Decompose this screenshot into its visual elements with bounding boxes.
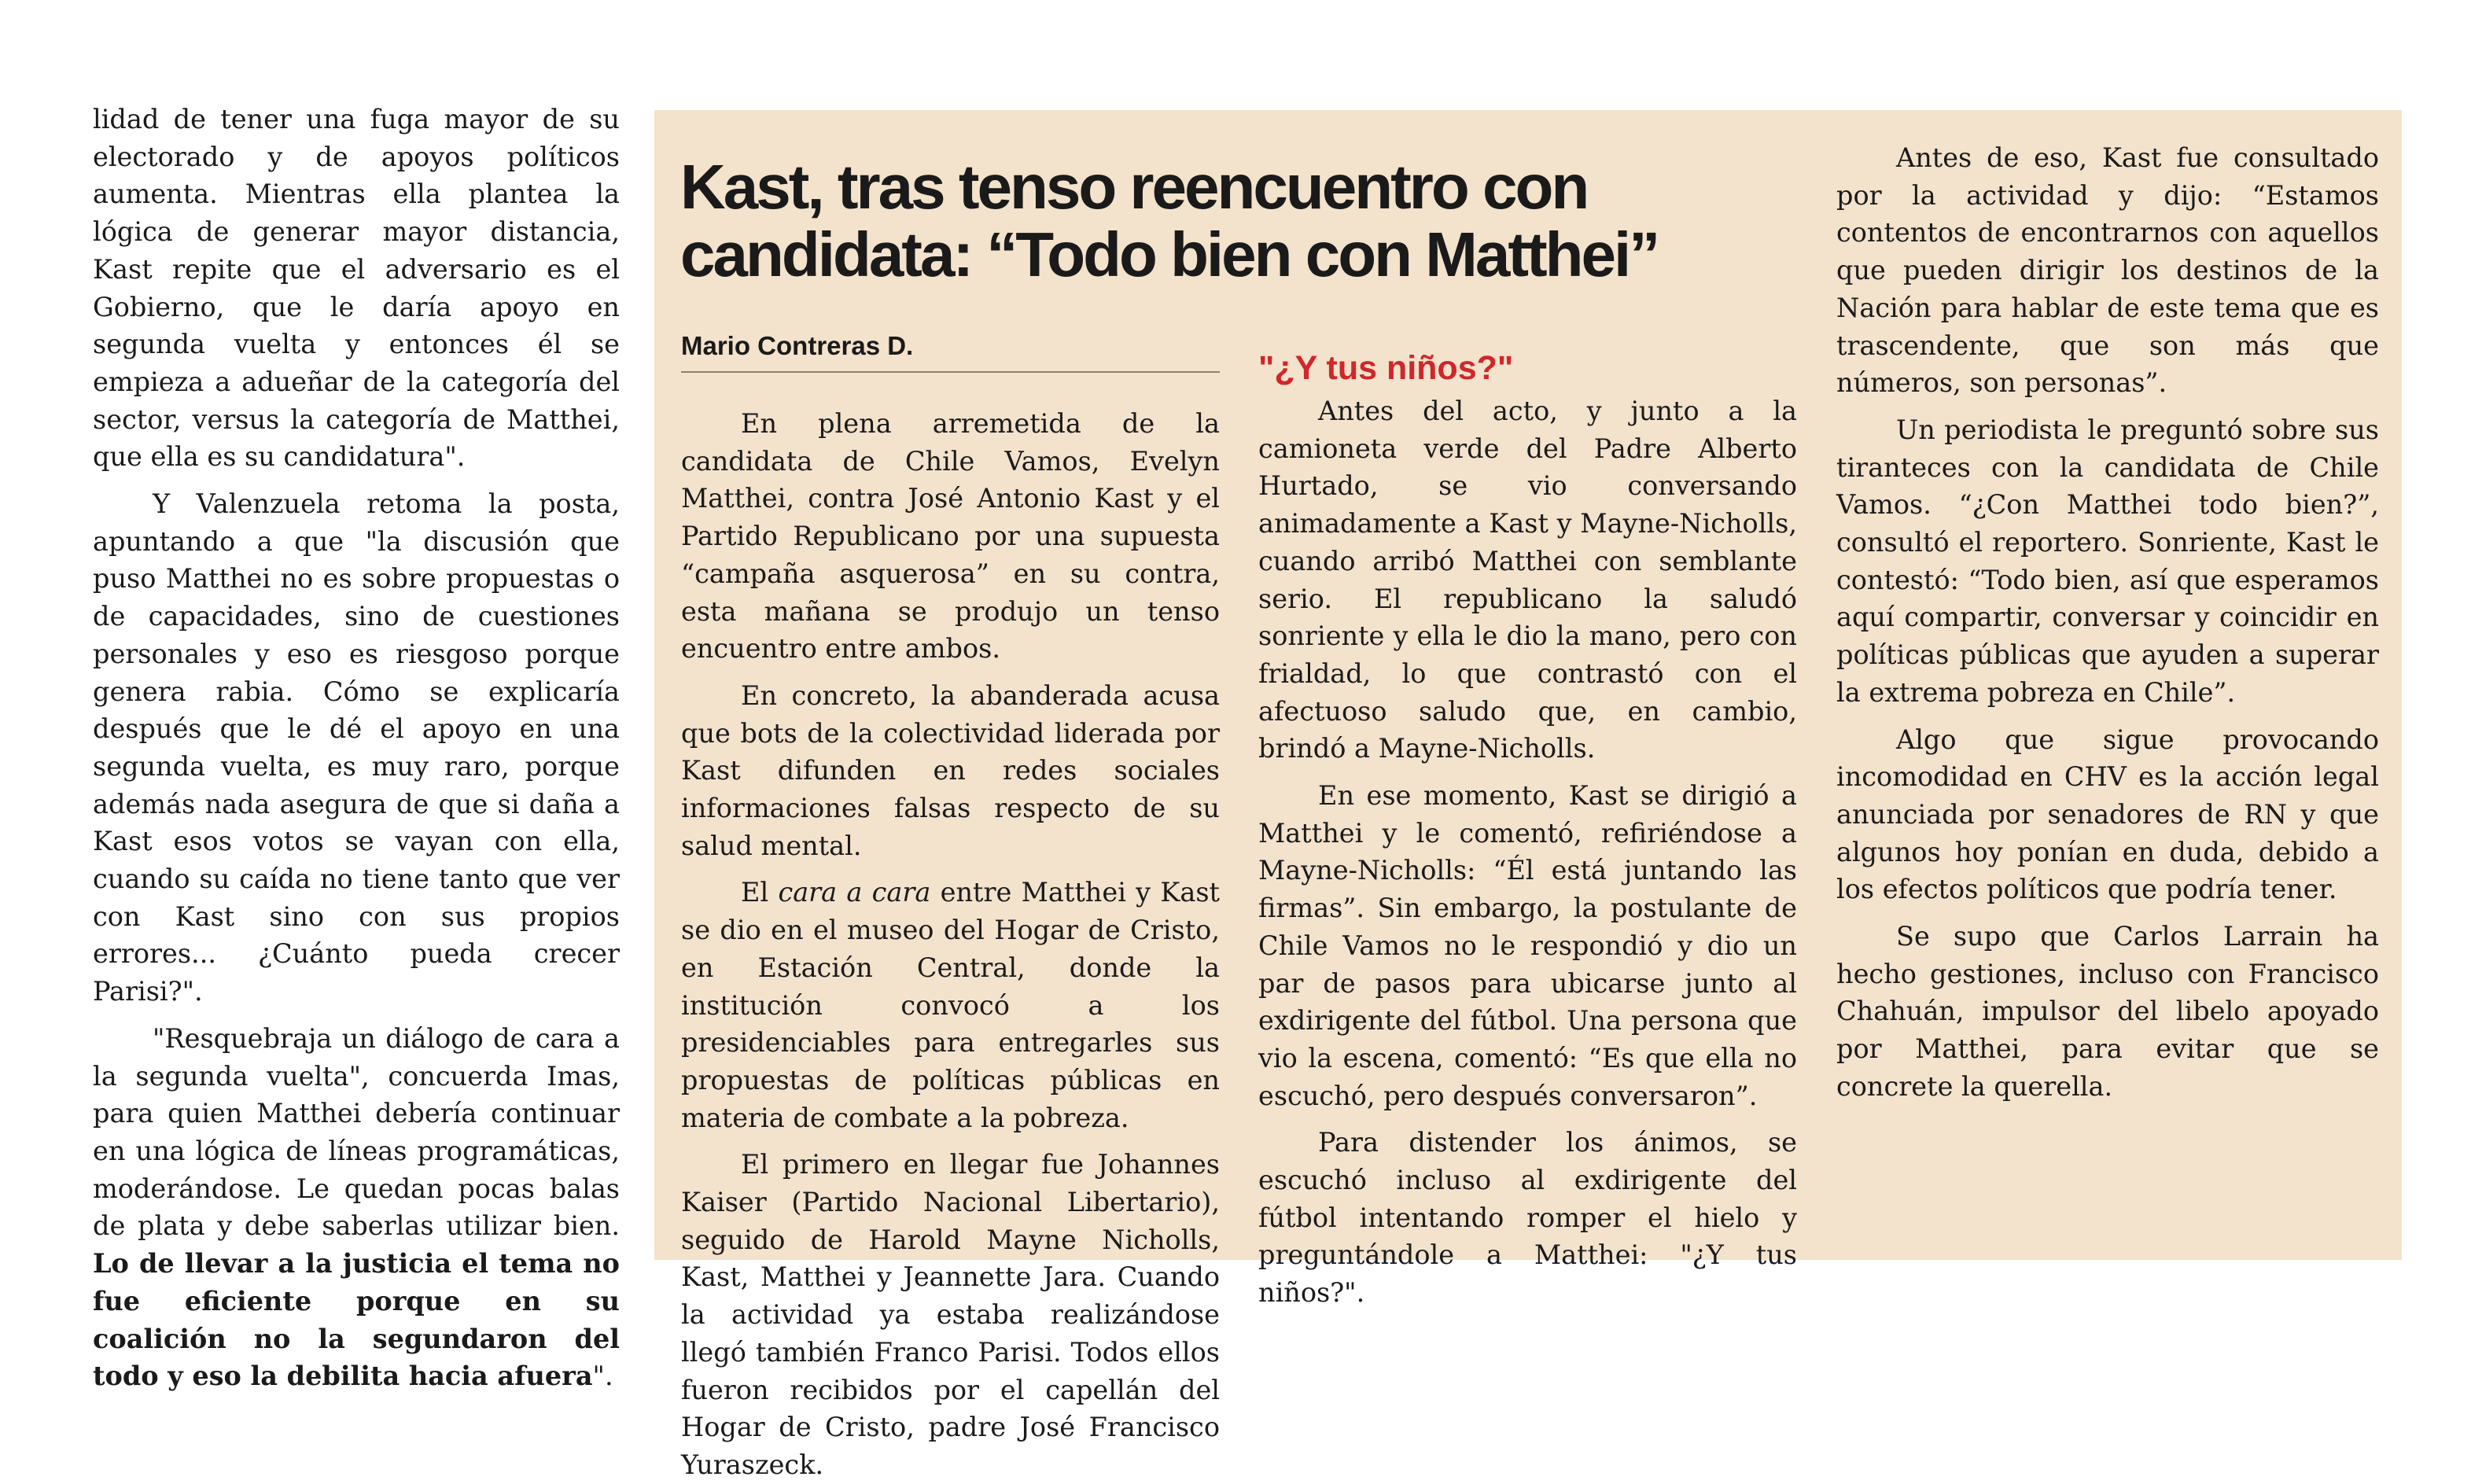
left-paragraph-3-end: ".	[592, 1361, 613, 1392]
article-paragraph-11: Se supo que Carlos Larrain ha hecho gestiones, incluso con Francisco Chahuán, impulsor del libelo apoyado por Matthei, para evitar que se concrete la querella.	[1836, 921, 2379, 1102]
left-paragraph-3-bold: Lo de llevar a la justicia el tema no fue eficiente porque en su coalición no la segundaron del todo y eso la debilita hacia afuera	[93, 1248, 620, 1392]
article-subhead: "¿Y tus niños?"	[1258, 349, 1514, 387]
left-column-text	[93, 101, 620, 1395]
article-column-1	[681, 405, 1220, 1484]
article-paragraph-5: Antes del acto, y junto a la camioneta verde del Padre Alberto Hurtado, se vio conversando animadamente a Kast y Mayne-Nicholls, cuando arribó Matthei con semblante serio. El republicano la saludó sonriente y ella le dio la mano, pero con frialdad, lo que contrastó con el afectuoso saludo que, en cambio, brindó a Mayne-Nicholls.	[1258, 396, 1797, 764]
article-column-3	[1836, 139, 2379, 1106]
article-paragraph-6: En ese momento, Kast se dirigió a Matthei y le comentó, refiriéndose a Mayne-Nicholls: “Él está juntando las firmas”. Sin embargo, la postulante de Chile Vamos no le respondió y dio un par de pasos para ubicarse junto al exdirigente del fútbol. Una persona que vio la escena, comentó: “Es que ella no escuchó, pero después conversaron”.	[1258, 780, 1797, 1111]
article-paragraph-3a: El	[741, 877, 769, 908]
article-paragraph-8: Antes de eso, Kast fue consultado por la actividad y dijo: “Estamos contentos de encontrarnos con aquellos que pueden dirigir los destinos de la Nación para hablar de este tema que es trascendente, que son más que números, son personas”.	[1836, 142, 2379, 399]
article-paragraph-1: En plena arremetida de la candidata de Chile Vamos, Evelyn Matthei, contra José Antonio Kast y el Partido Republicano por una supuesta “campaña asquerosa” en su contra, esta mañana se produjo un tenso encuentro entre ambos.	[681, 408, 1220, 665]
article-headline: Kast, tras tenso reencuentro con candidata: “Todo bien con Matthei”	[680, 152, 1659, 289]
article-paragraph-7: Para distender los ánimos, se escuchó incluso al exdirigente del fútbol intentando romper el hielo y preguntándole a Matthei: "¿Y tus niños?".	[1258, 1127, 1797, 1309]
left-paragraph-3	[93, 1020, 620, 1395]
article-byline: Mario Contreras D.	[681, 330, 1220, 373]
article-column-2	[1258, 323, 1797, 1312]
article-paragraph-4: El primero en llegar fue Johannes Kaiser (Partido Nacional Libertario), seguido de Harold Mayne Nicholls, Kast, Matthei y Jeannette Jara. Cuando la actividad ya estaba realizándose llegó también Franco Parisi. Todos ellos fueron recibidos por el capellán del Hogar de Cristo, padre José Francisco Yuraszeck.	[681, 1149, 1220, 1480]
article-paragraph-3	[681, 874, 1220, 1136]
article-paragraph-3-emphasis: cara a cara	[778, 877, 931, 908]
article-paragraph-3b: entre Matthei y Kast se dio en el museo del Hogar de Cristo, en Estación Central, donde la institución convocó a los presidenciables para entregarles sus propuestas de políticas públicas en materia de combate a la pobreza.	[681, 877, 1221, 1133]
left-paragraph-1: lidad de tener una fuga mayor de su electorado y de apoyos políticos aumenta. Mientras ella plantea la lógica de generar mayor distancia, Kast repite que el adversario es el Gobierno, que le daría apoyo en segunda vuelta y entonces él se empieza a adueñar de la categoría del sector, versus la categoría de Matthei, que ella es su candidatura".	[93, 104, 620, 473]
article-paragraph-10: Algo que sigue provocando incomodidad en CHV es la acción legal anunciada por senadores de RN y que algunos hoy ponían en duda, debido a los efectos políticos que podría tener.	[1836, 724, 2379, 905]
article-paragraph-9: Un periodista le preguntó sobre sus tiranteces con la candidata de Chile Vamos. “¿Con Matthei todo bien?”, consultó el reportero. Sonriente, Kast le contestó: “Todo bien, así que esperamos aquí compartir, conversar y coincidir en políticas públicas que ayuden a superar la extrema pobreza en Chile”.	[1836, 414, 2379, 708]
left-paragraph-3-start: "Resquebraja un diálogo de cara a la segunda vuelta", concuerda Imas, para quien Matthei debería continuar en una lógica de líneas programáticas, moderándose. Le quedan pocas balas de plata y debe saberlas utilizar bien.	[93, 1022, 620, 1242]
article-paragraph-2: En concreto, la abanderada acusa que bots de la colectividad liderada por Kast difunden en redes sociales informaciones falsas respecto de su salud mental.	[681, 679, 1220, 861]
left-paragraph-2: Y Valenzuela retoma la posta, apuntando a que "la discusión que puso Matthei no es sobre propuestas o de capacidades, sino de cuestiones personales y eso es riesgoso porque genera rabia. Cómo se explicaría después que le dé el apoyo en una segunda vuelta, es muy raro, porque además nada asegura de que si daña a Kast esos votos se vayan con ella, cuando su caída no tiene tanto que ver con Kast sino con sus propios errores... ¿Cuánto pueda crecer Parisi?".	[93, 488, 620, 1007]
